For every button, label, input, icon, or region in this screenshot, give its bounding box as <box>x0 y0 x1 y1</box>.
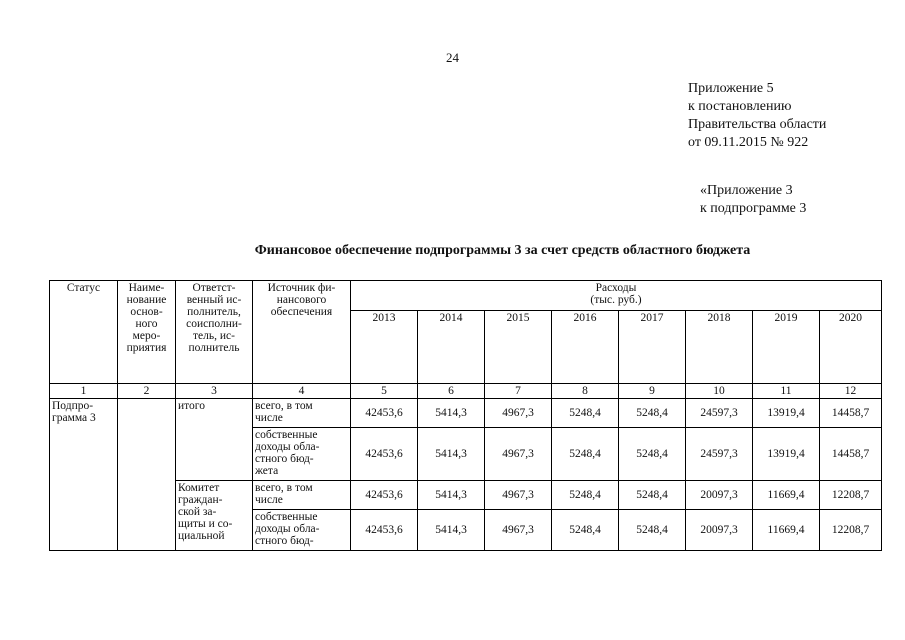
value-cell: 14458,7 <box>820 428 882 481</box>
value-cell: 4967,3 <box>485 510 552 551</box>
value-cell: 4967,3 <box>485 481 552 510</box>
year-2017: 2017 <box>619 311 686 384</box>
header-row <box>50 281 882 311</box>
value-cell: 14458,7 <box>820 399 882 428</box>
value-cell: 12208,7 <box>820 510 882 551</box>
source-cell: всего, в том числе <box>253 481 351 510</box>
col-num: 11 <box>753 384 820 399</box>
value-cell: 5248,4 <box>619 428 686 481</box>
table-row <box>50 399 882 428</box>
document-title-text: Финансовое обеспечение подпрограммы 3 за счет средств областного бюджета <box>254 243 751 258</box>
value-cell: 11669,4 <box>753 481 820 510</box>
value-cell: 24597,3 <box>686 428 753 481</box>
finance-table <box>49 280 882 551</box>
appendix-line-1: Приложение 5 <box>688 81 774 96</box>
year-2013: 2013 <box>351 311 418 384</box>
responsible-cell-total: итого <box>176 399 253 481</box>
value-cell: 42453,6 <box>351 428 418 481</box>
value-cell: 4967,3 <box>485 399 552 428</box>
col-num: 6 <box>418 384 485 399</box>
appendix-header <box>688 80 826 152</box>
year-2018: 2018 <box>686 311 753 384</box>
header-status: Статус <box>50 281 118 384</box>
name-cell <box>118 399 176 551</box>
value-cell: 11669,4 <box>753 510 820 551</box>
year-2016: 2016 <box>552 311 619 384</box>
col-num: 12 <box>820 384 882 399</box>
col-num: 7 <box>485 384 552 399</box>
col-num: 8 <box>552 384 619 399</box>
value-cell: 5248,4 <box>552 510 619 551</box>
year-2014: 2014 <box>418 311 485 384</box>
value-cell: 20097,3 <box>686 510 753 551</box>
value-cell: 13919,4 <box>753 399 820 428</box>
col-num: 1 <box>50 384 118 399</box>
value-cell: 5248,4 <box>619 510 686 551</box>
col-num: 10 <box>686 384 753 399</box>
value-cell: 42453,6 <box>351 510 418 551</box>
sub-appendix-line-1: «Приложение 3 <box>700 183 793 198</box>
value-cell: 5248,4 <box>619 481 686 510</box>
col-num: 9 <box>619 384 686 399</box>
col-num: 2 <box>118 384 176 399</box>
value-cell: 5414,3 <box>418 399 485 428</box>
sub-appendix-line-2: к подпрограмме 3 <box>700 201 807 216</box>
header-expenses: Расходы (тыс. руб.) <box>351 281 882 311</box>
value-cell: 5248,4 <box>552 399 619 428</box>
value-cell: 24597,3 <box>686 399 753 428</box>
value-cell: 13919,4 <box>753 428 820 481</box>
year-2019: 2019 <box>753 311 820 384</box>
year-2015: 2015 <box>485 311 552 384</box>
year-2020: 2020 <box>820 311 882 384</box>
source-cell: собственные доходы обла- стного бюд- <box>253 510 351 551</box>
appendix-line-2: к постановлению <box>688 99 792 114</box>
source-cell: всего, в том числе <box>253 399 351 428</box>
appendix-line-3: Правительства области <box>688 117 827 132</box>
responsible-cell-committee: Комитет граждан- ской за- щиты и со- циальной <box>176 481 253 551</box>
appendix-line-4: от 09.11.2015 № 922 <box>688 135 809 150</box>
value-cell: 20097,3 <box>686 481 753 510</box>
col-num: 4 <box>253 384 351 399</box>
value-cell: 5248,4 <box>619 399 686 428</box>
value-cell: 5414,3 <box>418 510 485 551</box>
sub-appendix-header <box>700 182 806 218</box>
col-num: 3 <box>176 384 253 399</box>
value-cell: 4967,3 <box>485 428 552 481</box>
value-cell: 12208,7 <box>820 481 882 510</box>
value-cell: 5248,4 <box>552 481 619 510</box>
header-responsible: Ответст- венный ис- полнитель, соисполни- тель, ис- полнитель <box>176 281 253 384</box>
header-name: Наиме- нование основ- ного меро- приятия <box>118 281 176 384</box>
header-source: Источник фи- нансового обеспечения <box>253 281 351 384</box>
source-cell: собственные доходы обла- стного бюд- жета <box>253 428 351 481</box>
status-cell: Подпро- грамма 3 <box>50 399 118 551</box>
value-cell: 5414,3 <box>418 428 485 481</box>
column-number-row <box>50 384 882 399</box>
value-cell: 5248,4 <box>552 428 619 481</box>
value-cell: 5414,3 <box>418 481 485 510</box>
value-cell: 42453,6 <box>351 399 418 428</box>
value-cell: 42453,6 <box>351 481 418 510</box>
col-num: 5 <box>351 384 418 399</box>
page-number: 24 <box>446 50 459 65</box>
document-title <box>0 243 905 259</box>
